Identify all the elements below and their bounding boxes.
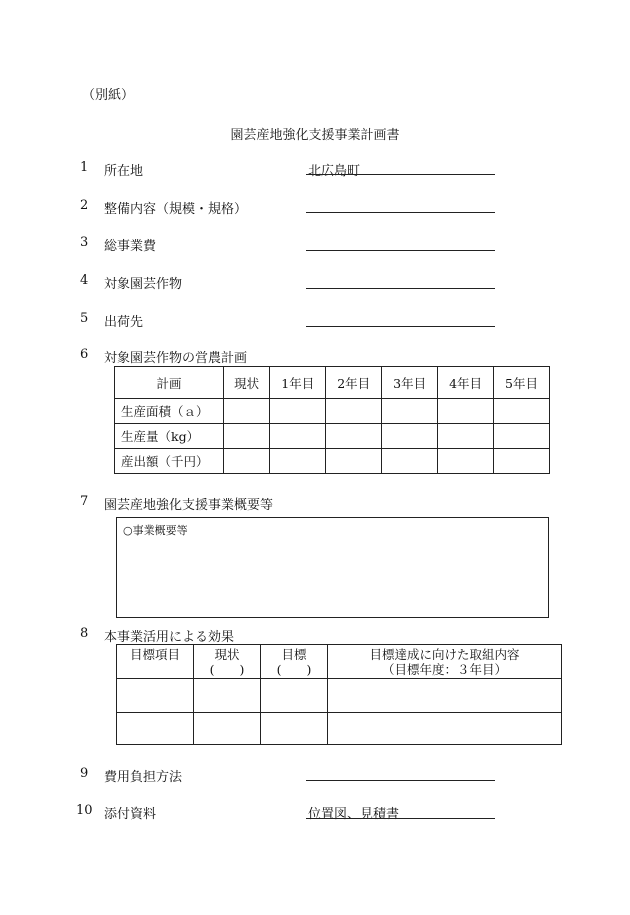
- plan-header-plan: 計画: [115, 367, 224, 399]
- plan-header-year4: 4年目: [438, 367, 494, 399]
- plan-row-label: 生産量（kg）: [115, 424, 224, 449]
- effects-cell[interactable]: [261, 713, 328, 745]
- plan-cell[interactable]: [326, 399, 382, 424]
- plan-cell[interactable]: [270, 424, 326, 449]
- item-1-number: 1: [80, 160, 89, 175]
- item-3-number: 3: [80, 235, 89, 250]
- item-10-number: 10: [76, 803, 93, 818]
- effects-header-target: [261, 645, 328, 679]
- item-8-number: 8: [80, 626, 89, 641]
- plan-header-year5: 5年目: [494, 367, 550, 399]
- effects-header-current-label: 現状: [214, 646, 240, 662]
- plan-cell[interactable]: [438, 449, 494, 474]
- effects-header-current-paren: ( ): [209, 661, 245, 677]
- effects-header-target-label: 目標: [281, 646, 307, 662]
- item-2-underline: [306, 212, 495, 213]
- plan-row-volume: [115, 424, 550, 449]
- plan-header-year1: 1年目: [270, 367, 326, 399]
- overview-box-text: ○事業概要等: [123, 524, 188, 537]
- plan-header-year3: 3年目: [382, 367, 438, 399]
- plan-cell[interactable]: [382, 424, 438, 449]
- plan-cell[interactable]: [224, 449, 270, 474]
- plan-cell[interactable]: [438, 399, 494, 424]
- item-5-label: 出荷先: [104, 315, 144, 330]
- item-4-number: 4: [80, 273, 89, 288]
- item-2-label: 整備内容（規模・規格）: [104, 202, 248, 217]
- item-3-underline: [306, 250, 495, 251]
- item-9-number: 9: [80, 766, 89, 781]
- effects-cell[interactable]: [261, 679, 328, 713]
- plan-cell[interactable]: [382, 449, 438, 474]
- item-6-number: 6: [80, 347, 89, 362]
- plan-cell[interactable]: [494, 449, 550, 474]
- effects-header-current: [194, 645, 261, 679]
- plan-cell[interactable]: [494, 424, 550, 449]
- plan-row-area: [115, 399, 550, 424]
- effects-header-actions-label: 目標達成に向けた取組内容: [369, 646, 520, 662]
- item-7-label: 園芸産地強化支援事業概要等: [104, 498, 274, 513]
- plan-header-year2: 2年目: [326, 367, 382, 399]
- item-3-label: 総事業費: [104, 239, 157, 254]
- plan-cell[interactable]: [270, 399, 326, 424]
- effects-cell[interactable]: [117, 679, 194, 713]
- overview-box[interactable]: [116, 517, 549, 618]
- effects-row: [117, 679, 562, 713]
- item-10-value: 位置図、見積書: [308, 807, 400, 822]
- plan-cell[interactable]: [382, 399, 438, 424]
- item-10-underline: [306, 818, 495, 819]
- item-10-label: 添付資料: [104, 807, 157, 822]
- effects-header-actions: [328, 645, 562, 679]
- plan-cell[interactable]: [494, 399, 550, 424]
- effects-header-actions-sub: （目標年度：３年目）: [381, 661, 507, 677]
- item-6-label: 対象園芸作物の営農計画: [104, 351, 248, 366]
- effects-cell[interactable]: [328, 679, 562, 713]
- item-1-underline: [306, 174, 495, 175]
- effects-row: [117, 713, 562, 745]
- effects-header-target-paren: ( ): [276, 661, 312, 677]
- document-title: 園芸産地強化支援事業計画書: [230, 128, 400, 143]
- plan-cell[interactable]: [270, 449, 326, 474]
- effects-cell[interactable]: [328, 713, 562, 745]
- item-5-number: 5: [80, 311, 89, 326]
- item-1-value: 北広島町: [308, 164, 361, 179]
- item-2-number: 2: [80, 198, 89, 213]
- plan-row-label: 生産面積（ａ）: [115, 399, 224, 424]
- item-9-underline: [306, 780, 495, 781]
- effects-cell[interactable]: [194, 713, 261, 745]
- item-5-underline: [306, 326, 495, 327]
- plan-cell[interactable]: [326, 449, 382, 474]
- item-9-label: 費用負担方法: [104, 770, 183, 785]
- plan-cell[interactable]: [224, 424, 270, 449]
- effects-header-item: 目標項目: [117, 645, 194, 679]
- attachment-label: （別紙）: [82, 88, 135, 103]
- plan-header-current: 現状: [224, 367, 270, 399]
- item-4-underline: [306, 288, 495, 289]
- item-4-label: 対象園芸作物: [104, 277, 183, 292]
- plan-table: [114, 366, 550, 474]
- plan-cell[interactable]: [438, 424, 494, 449]
- effects-cell[interactable]: [194, 679, 261, 713]
- effects-table: [116, 644, 562, 745]
- item-7-number: 7: [80, 494, 89, 509]
- item-8-label: 本事業活用による効果: [104, 630, 235, 645]
- plan-cell[interactable]: [326, 424, 382, 449]
- plan-row-output: [115, 449, 550, 474]
- plan-cell[interactable]: [224, 399, 270, 424]
- plan-row-label: 産出額（千円）: [115, 449, 224, 474]
- item-1-label: 所在地: [104, 164, 144, 179]
- effects-cell[interactable]: [117, 713, 194, 745]
